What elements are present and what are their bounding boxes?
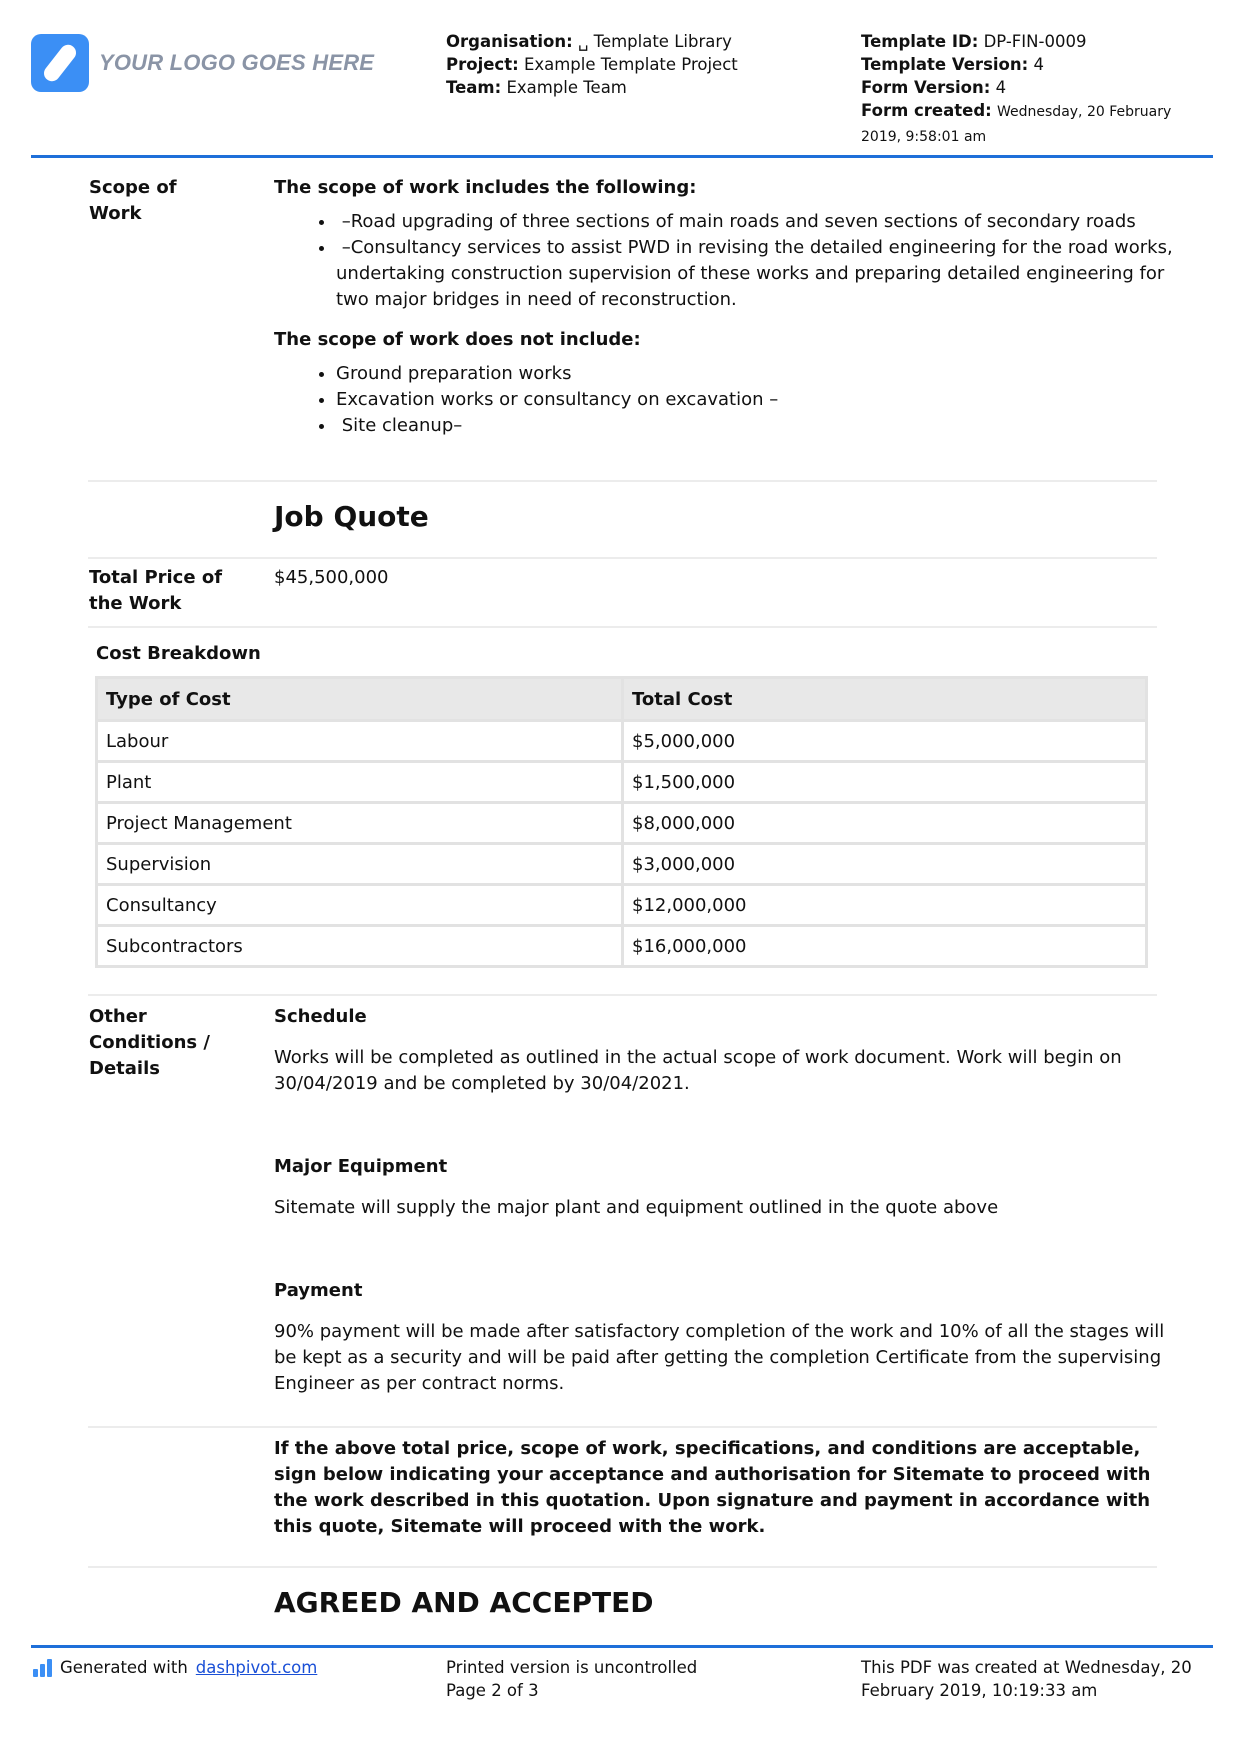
generated-prefix: Generated with (60, 1658, 188, 1677)
form-version-value: 4 (995, 78, 1007, 97)
table-row (97, 803, 1147, 844)
cost-type-cell: Project Management (97, 803, 623, 844)
job-quote-heading: Job Quote (274, 500, 429, 533)
scope-excludes-heading: The scope of work does not include: (274, 329, 641, 350)
list-item: • –Road upgrading of three sections of main roads and seven sections of secondary roads (336, 209, 1174, 235)
payment-heading: Payment (274, 1280, 363, 1301)
list-item: • –Consultancy services to assist PWD in revising the detailed engineering for the road works, undertaking construction supervision of these works and preparing detailed engineering for two major bridges in need of reconstruction. (336, 235, 1174, 313)
table-row (97, 762, 1147, 803)
list-item: • Site cleanup– (336, 413, 1174, 439)
section-divider (88, 1566, 1157, 1568)
schedule-heading: Schedule (274, 1006, 367, 1027)
page-info: Page 2 of 3 (446, 1681, 539, 1700)
column-header: Type of Cost (97, 678, 623, 721)
payment-text: 90% payment will be made after satisfactory completion of the work and 10% of all the stages will be kept as a security and will be paid after getting the completion Certificate from the supervising Engineer as per contract norms. (274, 1321, 1165, 1394)
cost-value-cell: $3,000,000 (623, 844, 1147, 885)
footer-divider (31, 1645, 1213, 1648)
scope-label: Scope of Work (89, 177, 177, 224)
header-divider (31, 155, 1213, 158)
cost-value-cell: $5,000,000 (623, 721, 1147, 762)
cost-type-cell: Supervision (97, 844, 623, 885)
total-price-value: $45,500,000 (274, 567, 389, 588)
section-divider (88, 1426, 1157, 1428)
cost-value-cell: $1,500,000 (623, 762, 1147, 803)
equipment-text: Sitemate will supply the major plant and equipment outlined in the quote above (274, 1197, 999, 1218)
project-label: Project: (446, 55, 519, 74)
template-id-value: DP-FIN-0009 (983, 32, 1087, 51)
conditions-label: Other Conditions / Details (89, 1006, 210, 1079)
section-divider (88, 626, 1157, 628)
acceptance-text: If the above total price, scope of work, specifications, and conditions are acceptable, sign below indicating your acceptance and authorisation for Sitemate to proceed with the work described in this quotation. Upon signature and payment in accordance with this quote, Sitemate will proceed with the work. (274, 1438, 1151, 1537)
scope-content (274, 175, 1174, 439)
cost-value-cell: $16,000,000 (623, 926, 1147, 967)
form-created-value: Wednesday, 20 February 2019, 9:58:01 am (861, 104, 1172, 145)
form-version-label: Form Version: (861, 78, 991, 97)
template-version-label: Template Version: (861, 55, 1029, 74)
cost-type-cell: Labour (97, 721, 623, 762)
logo-text: YOUR LOGO GOES HERE (99, 50, 375, 75)
form-created-label: Form created: (861, 101, 992, 120)
template-version-value: 4 (1033, 55, 1044, 74)
scope-excludes-list (274, 361, 1174, 439)
footer-generated (33, 1656, 317, 1679)
cost-value-cell: $12,000,000 (623, 885, 1147, 926)
company-logo (31, 34, 374, 92)
table-header-row (97, 678, 1147, 721)
cost-type-cell: Plant (97, 762, 623, 803)
cost-type-cell: Consultancy (97, 885, 623, 926)
dashpivot-icon (33, 1659, 52, 1677)
conditions-content (274, 1004, 1174, 1397)
list-item: • Ground preparation works (336, 361, 1174, 387)
dashpivot-link[interactable]: dashpivot.com (195, 1658, 318, 1677)
header-project-info (446, 30, 738, 99)
team-value: Example Team (506, 78, 627, 97)
org-value: ␣ Template Library (577, 32, 732, 51)
footer-print-info (446, 1656, 697, 1702)
schedule-text: Works will be completed as outlined in the actual scope of work document. Work will begin on 30/04/2019 and be completed by 30/04/2021. (274, 1047, 1122, 1094)
table-row (97, 885, 1147, 926)
section-divider (88, 557, 1157, 559)
cost-breakdown-title: Cost Breakdown (96, 643, 261, 664)
column-header: Total Cost (623, 678, 1147, 721)
cost-type-cell: Subcontractors (97, 926, 623, 967)
logo-icon (31, 34, 89, 92)
table-row (97, 926, 1147, 967)
section-divider (88, 994, 1157, 996)
team-label: Team: (446, 78, 502, 97)
table-row (97, 844, 1147, 885)
scope-includes-list (274, 209, 1174, 313)
section-divider (88, 480, 1157, 482)
template-id-label: Template ID: (861, 32, 979, 51)
scope-includes-heading: The scope of work includes the following: (274, 177, 697, 198)
table-row (97, 721, 1147, 762)
printed-notice: Printed version is uncontrolled (446, 1658, 698, 1677)
cost-value-cell: $8,000,000 (623, 803, 1147, 844)
org-label: Organisation: (446, 32, 573, 51)
total-price-label: Total Price of the Work (89, 567, 223, 614)
agreed-accepted-heading: AGREED AND ACCEPTED (274, 1586, 654, 1619)
project-value: Example Template Project (523, 55, 738, 74)
equipment-heading: Major Equipment (274, 1156, 448, 1177)
header-template-info (861, 30, 1201, 149)
cost-breakdown-table (95, 676, 1148, 968)
list-item: • Excavation works or consultancy on excavation – (336, 387, 1174, 413)
pdf-created-info: This PDF was created at Wednesday, 20 February 2019, 10:19:33 am (861, 1658, 1192, 1700)
